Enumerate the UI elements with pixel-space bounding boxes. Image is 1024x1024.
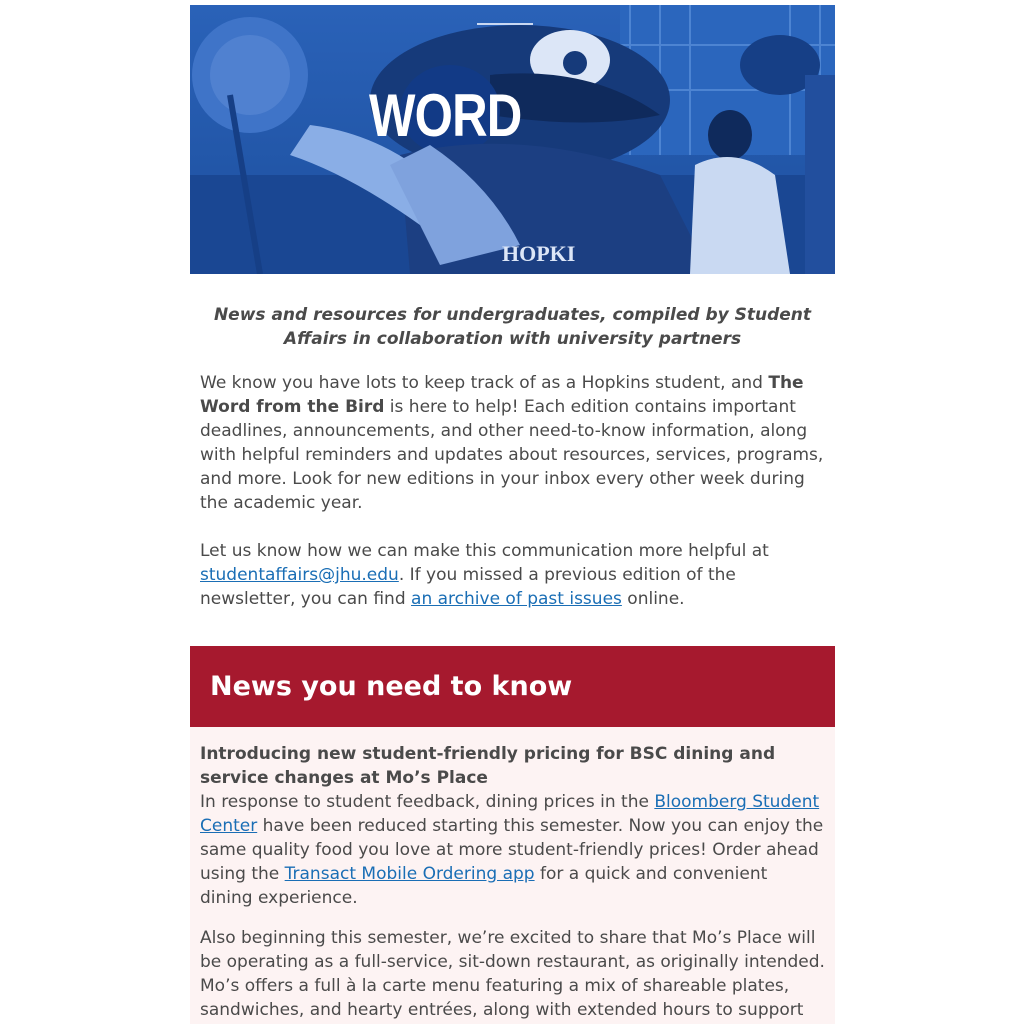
hero-jersey-text: HOPKI (502, 241, 576, 266)
article-p1-text-c: for a quick and convenient dining experience. (200, 864, 768, 908)
intro-p2-text-a: Let us know how we can make this communication more helpful at (200, 541, 769, 561)
transact-mobile-ordering-link[interactable]: Transact Mobile Ordering app (284, 864, 535, 884)
article-p1-text-a: In response to student feedback, dining prices in the (200, 792, 655, 812)
email-link[interactable]: studentaffairs@jhu.edu (200, 565, 399, 585)
article-headline: Introducing new student-friendly pricing for BSC dining and service changes at Mo’s Place (200, 744, 776, 788)
intro-paragraph-1 (200, 371, 825, 515)
hero-banner (190, 5, 835, 274)
intro-paragraph-2 (200, 539, 825, 611)
section-title: News you need to know (210, 671, 573, 702)
archive-link[interactable]: an archive of past issues (411, 589, 622, 609)
intro-p2-text-c: online. (621, 589, 685, 609)
intro-p1-text-a: We know you have lots to keep track of as a Hopkins student, and (200, 373, 769, 393)
article-paragraph-2: Also beginning this semester, we’re excited to share that Mo’s Place will be operating as a full-service, sit-down restaurant, as originally intended. Mo’s offers a full à la carte menu featuring a mix of shareable plates, sandwiches, and hearty entrées, along with extended hours to support (200, 928, 825, 1020)
hero-title: WORD (369, 82, 522, 149)
newsletter-tagline: News and resources for undergraduates, compiled by Student Affairs in collaboration with university partners (213, 305, 812, 349)
intro-section (200, 371, 825, 611)
hero-divider (477, 23, 533, 25)
bloomberg-student-center-link[interactable]: Bloomberg Student Center (200, 792, 820, 836)
section-header (190, 646, 835, 727)
article-paragraph-1 (200, 790, 825, 910)
article-p1-text-b: have been reduced starting this semester. Now you can enjoy the same quality food you love at more student-friendly prices! Order ahead using the (200, 816, 824, 884)
section-body (190, 727, 835, 1024)
newsletter-name: The Word from the Bird (200, 373, 804, 417)
intro-p1-text-b: is here to help! Each edition contains important deadlines, announcements, and other need-to-know information, along with helpful reminders and updates about resources, services, programs, and more. Look for new editions in your inbox every other week during the academic year. (200, 397, 824, 513)
newsletter-email (190, 5, 835, 1024)
intro-p2-text-b: . If you missed a previous edition of the newsletter, you can find (200, 565, 736, 609)
